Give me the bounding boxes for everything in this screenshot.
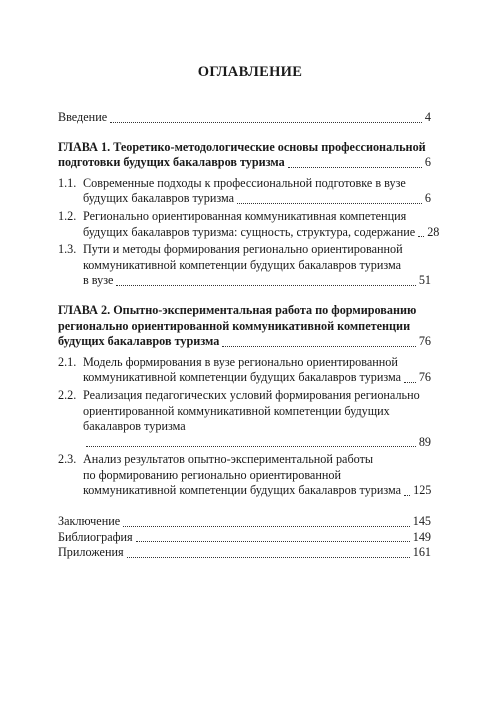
dot-leader (222, 345, 415, 347)
section-number: 2.1. (58, 354, 77, 369)
toc-section-1-3[interactable] (58, 242, 431, 289)
section-title-line: Анализ результатов опытно-экспериментальной работы (83, 452, 374, 467)
page-number: 125 (413, 483, 432, 498)
page-title: ОГЛАВЛЕНИЕ (197, 64, 303, 80)
dot-leader (288, 166, 422, 168)
dot-leader (404, 381, 416, 383)
toc-entry-text: Библиография (58, 529, 133, 544)
chapter-title-line: регионально ориентированной коммуникативной компетенции (58, 318, 411, 333)
dot-leader (404, 494, 410, 496)
toc-section-1-1[interactable] (58, 176, 431, 207)
dot-leader (127, 556, 410, 558)
page-number: 149 (412, 529, 431, 544)
section-title-line: будущих бакалавров туризма (83, 191, 235, 206)
toc-section-2-2[interactable] (58, 388, 431, 450)
page-number: 6 (424, 155, 431, 170)
page-number: 4 (424, 110, 431, 124)
section-title-line: будущих бакалавров туризма: сущность, структура, содержание (83, 224, 416, 239)
toc-entry-appendices[interactable] (58, 545, 431, 561)
page-number: 145 (412, 514, 431, 529)
section-title-line: по формированию регионально ориентированной (83, 467, 341, 482)
table-of-contents (58, 110, 440, 561)
page-number: 76 (418, 334, 431, 349)
toc-entry-text: Заключение (58, 514, 121, 529)
section-number: 1.2. (58, 208, 77, 223)
section-title-line: ориентированной коммуникативной компетенции будущих (83, 403, 390, 418)
page-number: 76 (418, 370, 431, 385)
section-number: 1.1. (58, 175, 77, 190)
dot-leader (136, 540, 410, 542)
section-title-line: Современные подходы к профессиональной подготовке в вузе (83, 175, 406, 190)
dot-leader (237, 202, 422, 204)
page-number: 28 (427, 224, 440, 239)
dot-leader (116, 284, 415, 286)
chapter-title-line: ГЛАВА 2. Опытно-экспериментальная работа по формированию (58, 302, 417, 317)
section-title-line: Регионально ориентированная коммуникативная компетенция (83, 208, 407, 223)
section-title-line: Пути и методы формирования регионально ориентированной (83, 242, 403, 257)
dot-leader (86, 445, 416, 447)
dot-leader (418, 235, 424, 237)
dot-leader (110, 121, 422, 123)
chapter-title-line: подготовки будущих бакалавров туризма (58, 155, 285, 170)
section-title-line: коммуникативной компетенции будущих бакалавров туризма (83, 370, 402, 385)
section-number: 2.2. (58, 387, 77, 402)
page-number: 89 (418, 434, 431, 449)
section-title-line: Реализация педагогических условий формирования регионально (83, 387, 420, 402)
section-title-line: Модель формирования в вузе регионально ориентированной (83, 354, 398, 369)
toc-section-2-1[interactable] (58, 355, 431, 386)
chapter-title-line: ГЛАВА 1. Теоретико-методологические основы профессиональной (58, 139, 426, 154)
section-number: 1.3. (58, 242, 77, 257)
page-number: 161 (412, 545, 431, 560)
toc-section-2-3[interactable] (58, 452, 431, 499)
toc-chapter-2[interactable] (58, 303, 431, 350)
page-number: 51 (418, 273, 431, 288)
toc-entry-text: Введение (58, 110, 108, 124)
toc-entry-bibliography[interactable] (58, 530, 431, 546)
page-number: 6 (424, 191, 431, 206)
toc-section-1-2[interactable] (58, 208, 440, 240)
toc-entry-intro[interactable] (58, 110, 431, 126)
section-title-line: бакалавров туризма (83, 419, 186, 434)
section-number: 2.3. (58, 452, 77, 467)
section-title-line: коммуникативной компетенции будущих бакалавров туризма (83, 483, 402, 498)
section-title-line: коммуникативной компетенции будущих бакалавров туризма (83, 257, 402, 272)
toc-entry-text: Приложения (58, 545, 124, 560)
chapter-title-line: будущих бакалавров туризма (58, 334, 220, 349)
toc-chapter-1[interactable] (58, 140, 431, 171)
toc-entry-conclusion[interactable] (58, 514, 431, 530)
section-title-line: в вузе (83, 273, 114, 288)
dot-leader (123, 525, 410, 527)
